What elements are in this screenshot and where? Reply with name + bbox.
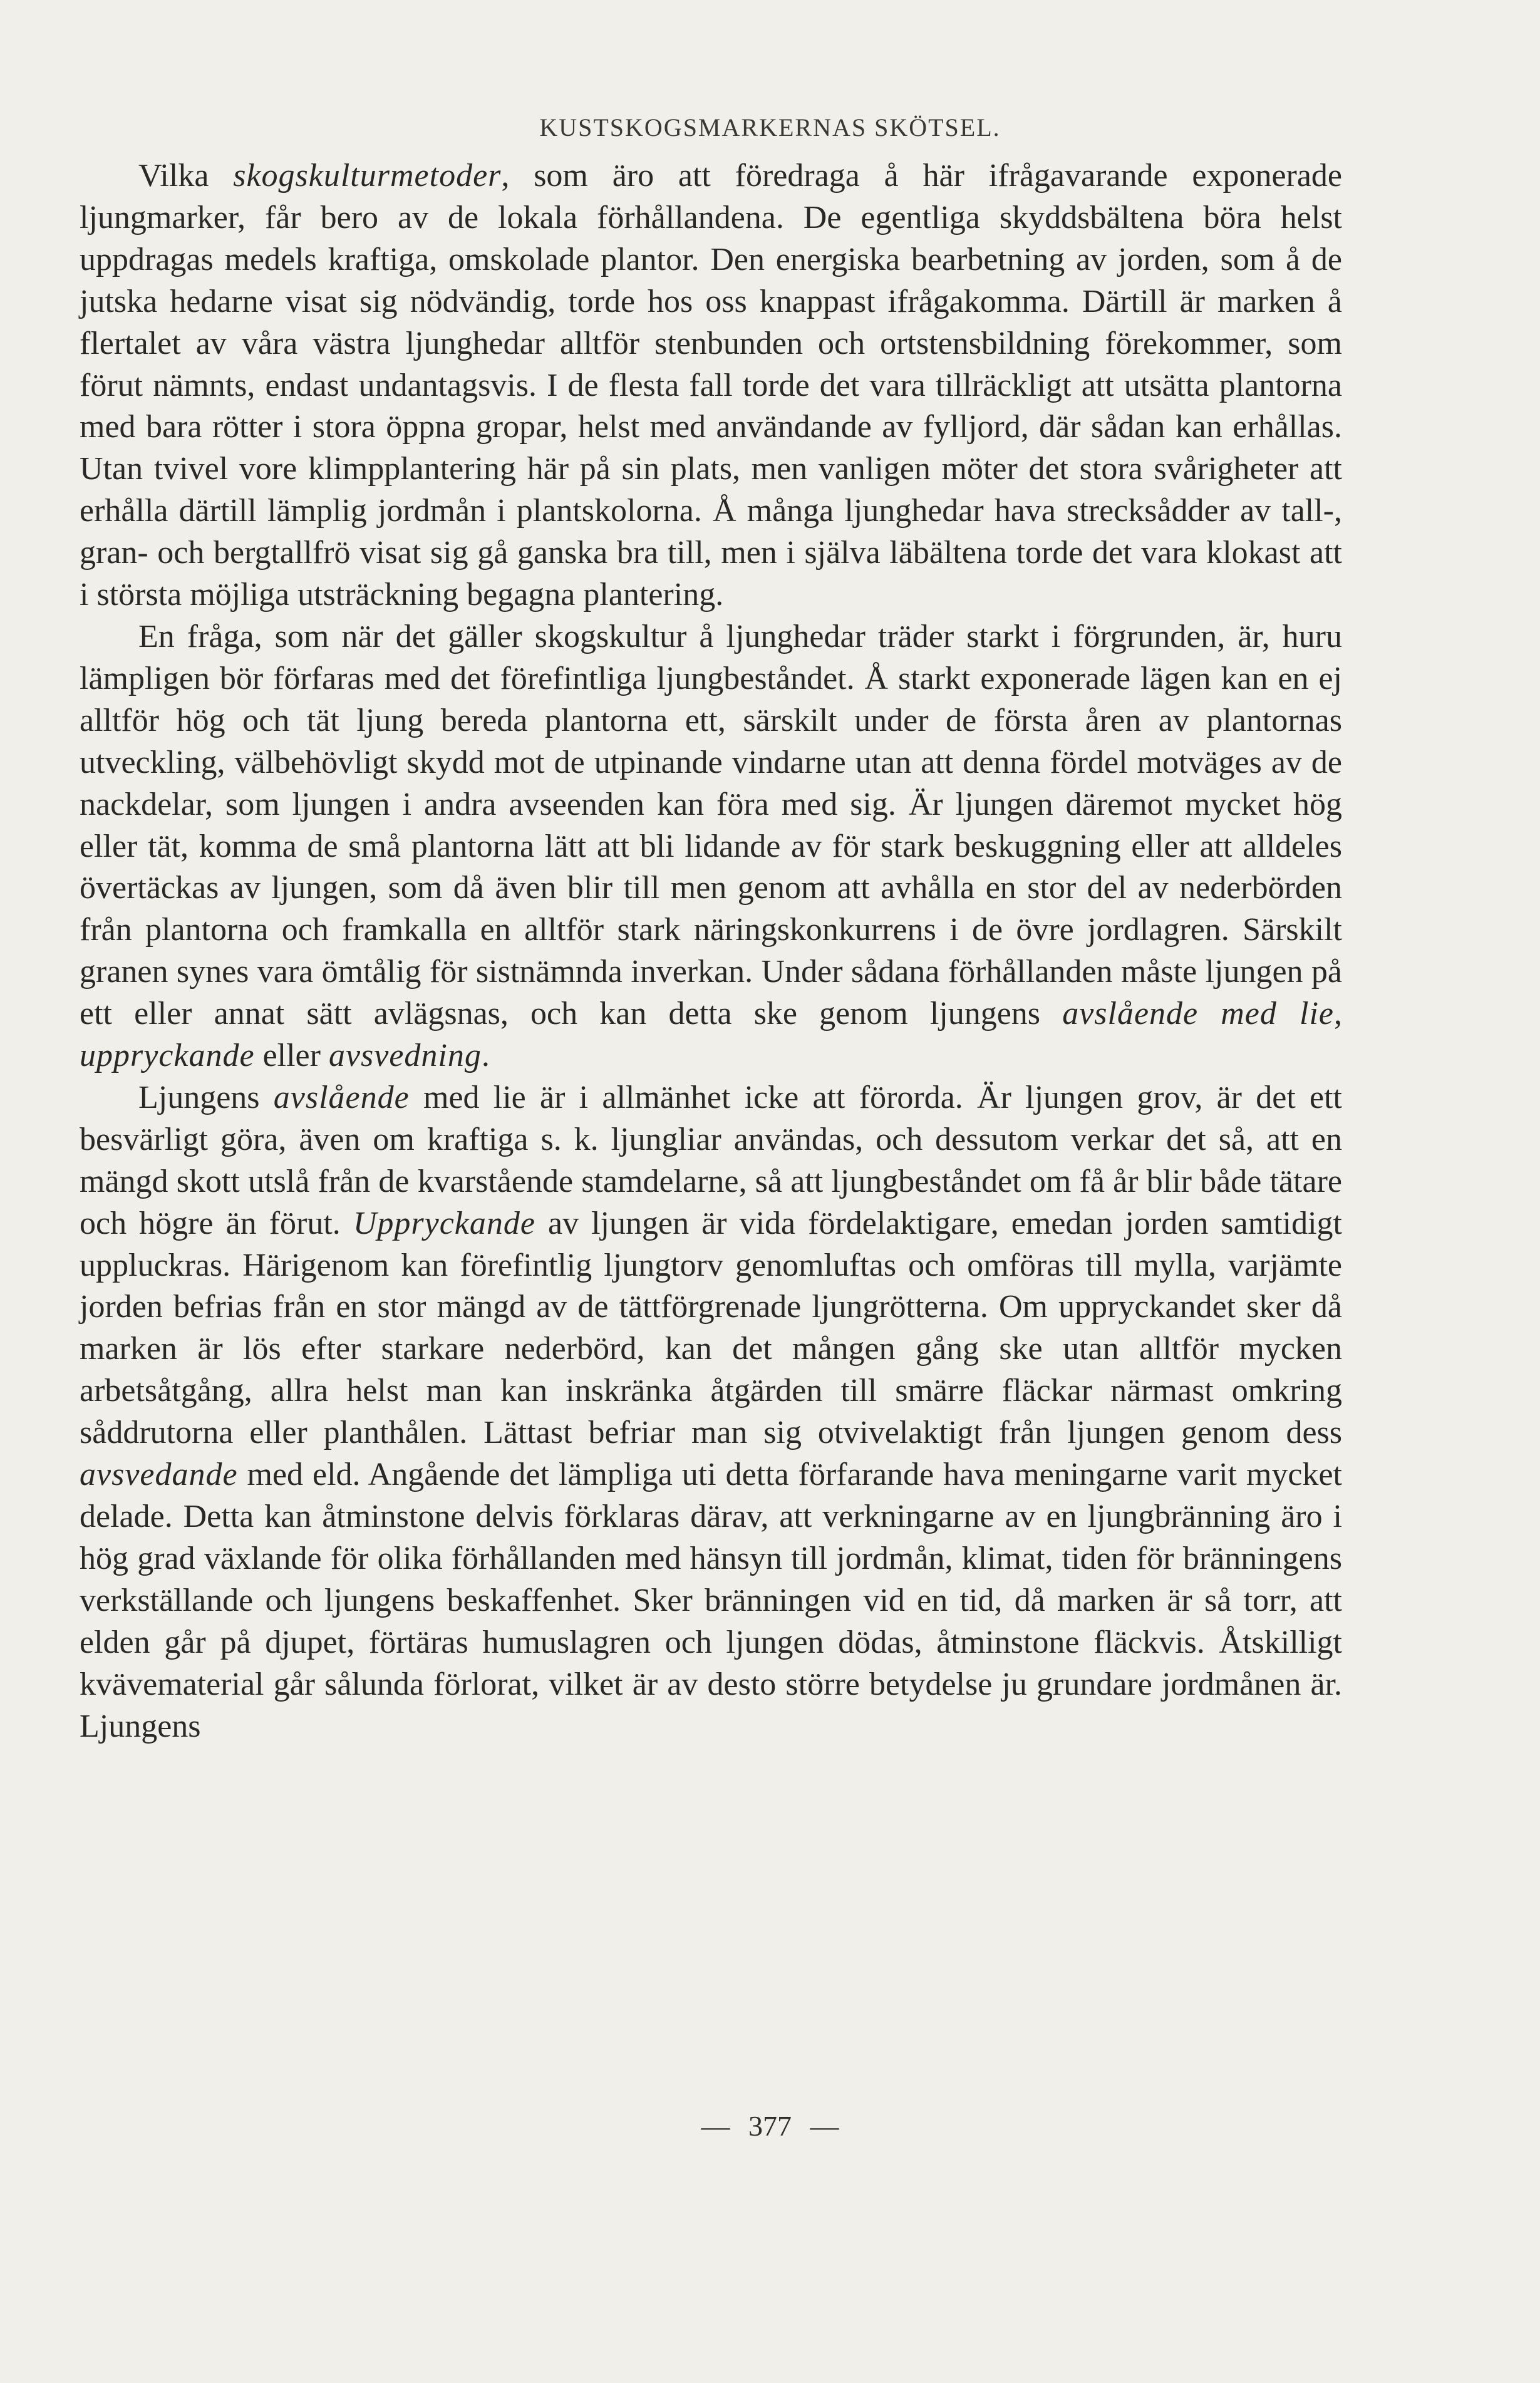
- text-run: .: [481, 1038, 490, 1074]
- italic-term: Uppryckande: [353, 1205, 535, 1241]
- text-run: av ljungen är vida fördelaktigare, emedan jorden samtidigt uppluckras. Härigenom kan förefintlig ljungtorv genomluftas och omföras till mylla, varjämte jorden befrias från en stor mängd av de tättförgrenade ljungrötterna. Om uppryckandet sker då marken är lös efter starkare nederbörd, kan det mången gång ske utan alltför mycken arbetsåtgång, allra helst man kan inskränka åtgärden till smärre fläckar närmast omkring såddrutorna eller planthålen. Lättast befriar man sig otvivelaktigt från ljungen genom dess: [80, 1205, 1342, 1451]
- text-run: med eld. Angående det lämpliga uti detta förfarande hava meningarne varit mycket delade. Detta kan åtminstone delvis förklaras därav, att verkningarne av en ljungbränning äro i hög grad växlande för olika förhållanden med hänsyn till jordmån, klimat, tiden för bränningens verkställande och ljungens beskaffenhet. Sker bränningen vid en tid, då marken är så torr, att elden går på djupet, förtäras humuslagren och ljungen dödas, åtminstone fläckvis. Åtskilligt kvävematerial går sålunda förlorat, vilket är av desto större betydelse ju grundare jordmånen är. Ljungens: [80, 1457, 1342, 1744]
- italic-term: uppryckande: [80, 1038, 255, 1074]
- text-run: med lie är i allmänhet icke att förorda. Är ljungen grov, är det ett besvärligt göra, även om kraftiga s. k. ljungliar användas, och dessutom verkar det så, att en mängd skott utslå från de kvarstående stamdelarne, så att ljungbeståndet om få år blir både tätare och högre än förut.: [80, 1079, 1343, 1241]
- italic-term: avslående: [273, 1079, 410, 1115]
- text-run: Vilka: [138, 158, 234, 194]
- paragraph: [80, 1077, 1342, 1748]
- page-number: — 377 —: [701, 2110, 839, 2142]
- text-run: , som äro att föredraga å här ifrågavarande exponerade ljungmarker, får bero av de lokala förhållandena. De egentliga skyddsbältena böra helst uppdragas medels kraftiga, omskolade plantor. Den energiska bearbetning av jorden, som å de jutska hedarne visat sig nödvändig, torde hos oss knappast ifrågakomma. Därtill är marken å flertalet av våra västra ljunghedar alltför stenbunden och ortstensbildning förekommer, som förut nämnts, endast undantagsvis. I de flesta fall torde det vara tillräckligt att utsätta plantorna med bara rötter i stora öppna gropar, helst med användande av fylljord, där sådan kan erhållas. Utan tvivel vore klimpplantering här på sin plats, men vanligen möter det stora svårigheter att erhålla därtill lämplig jordmån i plantskolorna. Å många ljunghedar hava strecksådder av tall-, gran- och bergtallfrö visat sig gå ganska bra till, men i själva läbältena torde det vara klokast att i största möjliga utsträckning begagna plantering.: [80, 158, 1343, 613]
- italic-term: avslående med lie: [1062, 996, 1335, 1032]
- text-run: eller: [254, 1038, 329, 1074]
- italic-term: skogskulturmetoder: [233, 158, 502, 194]
- paragraph: [80, 616, 1342, 1077]
- text-run: En fråga, som när det gäller skogskultur å ljunghedar träder starkt i förgrunden, är, huru lämpligen bör förfaras med det förefintliga ljungbeståndet. Å starkt exponerade lägen kan en ej alltför hög och tät ljung bereda plantorna ett, särskilt under de första åren av plantornas utveckling, välbehövligt skydd mot de utpinande vindarne utan att denna fördel motväges av de nackdelar, som ljungen i andra avseenden kan föra med sig. Är ljungen däremot mycket hög eller tät, komma de små plantorna lätt att bli lidande av för stark beskuggning eller att alldeles övertäckas av ljungen, som då även blir till men genom att avhålla en stor del av nederbörden från plantorna och framkalla en alltför stark näringskonkurrens i de övre jordlagren. Särskilt granen synes vara ömtålig för sistnämnda inverkan. Under sådana förhållanden måste ljungen på ett eller annat sätt avlägsnas, och kan detta ske genom ljungens: [80, 618, 1342, 1032]
- italic-term: avsvedning: [328, 1038, 482, 1074]
- text-run: Ljungens: [138, 1079, 274, 1115]
- paragraph: [80, 155, 1342, 616]
- italic-term: avsvedande: [80, 1457, 238, 1493]
- text-run: ,: [1334, 996, 1343, 1032]
- running-head: KUSTSKOGSMARKERNAS SKÖTSEL.: [539, 113, 1001, 142]
- body-text: [80, 155, 1342, 1747]
